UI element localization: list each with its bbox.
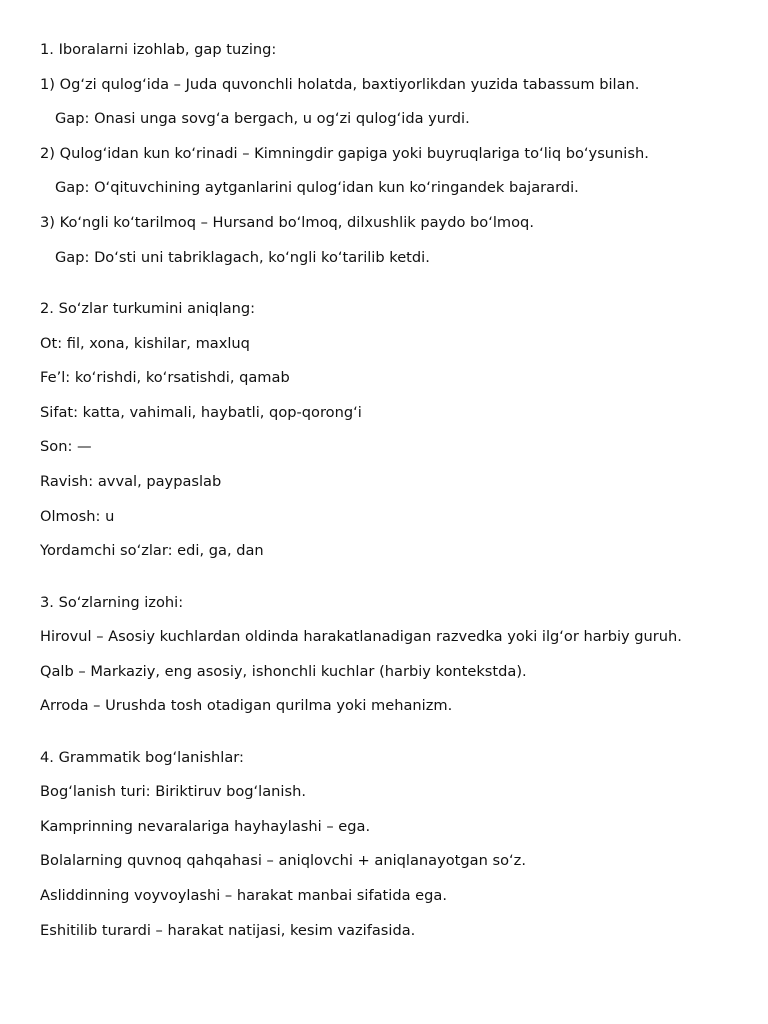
- word-meaning-item: Qalb – Markaziy, eng asosiy, ishonchli kuchlar (harbiy kontekstda).: [40, 662, 527, 680]
- idiom-definition: 3) Ko‘ngli ko‘tarilmoq – Hursand bo‘lmoq, dilxushlik paydo bo‘lmoq.: [40, 213, 534, 231]
- section-heading: 1. Iboralarni izohlab, gap tuzing:: [40, 41, 277, 58]
- word-meaning-item: Hirovul – Asosiy kuchlardan oldinda harakatlanadigan razvedka yoki ilg‘or harbiy guruh.: [40, 628, 682, 646]
- word-class-item: Sifat: katta, vahimali, haybatli, qop-qorong‘i: [40, 403, 362, 421]
- word-class-item: Yordamchi so‘zlar: edi, ga, dan: [40, 542, 264, 560]
- word-class-item: Son: —: [40, 438, 92, 456]
- idiom-definition: 1) Og‘zi qulog‘ida – Juda quvonchli holatda, baxtiyorlikdan yuzida tabassum bilan.: [40, 75, 640, 93]
- word-meaning-item: Arroda – Urushda tosh otadigan qurilma yoki mehanizm.: [40, 697, 453, 715]
- grammar-link-item: Bolalarning quvnoq qahqahasi – aniqlovchi + aniqlanayotgan so‘z.: [40, 852, 526, 870]
- idiom-definition: 2) Qulog‘idan kun ko‘rinadi – Kimningdir gapiga yoki buyruqlariga to‘liq bo‘ysunish.: [40, 144, 649, 162]
- section-idioms: [40, 40, 752, 282]
- word-class-item: Olmosh: u: [40, 507, 115, 525]
- section-word-meanings: [40, 593, 752, 731]
- section-heading: 3. So‘zlarning izohi:: [40, 593, 184, 611]
- document-page: [40, 40, 752, 955]
- grammar-link-item: Eshitilib turardi – harakat natijasi, kesim vazifasida.: [40, 921, 416, 939]
- grammar-link-item: Bog‘lanish turi: Biriktiruv bog‘lanish.: [40, 783, 306, 801]
- section-grammar-links: [40, 748, 752, 956]
- example-sentence: Gap: Do‘sti uni tabriklagach, ko‘ngli ko‘tarilib ketdi.: [55, 248, 430, 266]
- word-class-item: Fe’l: ko‘rishdi, ko‘rsatishdi, qamab: [40, 369, 290, 387]
- word-class-item: Ravish: avval, paypaslab: [40, 472, 222, 490]
- example-sentence: Gap: Onasi unga sovg‘a bergach, u og‘zi qulog‘ida yurdi.: [55, 110, 470, 128]
- word-class-item: Ot: fil, xona, kishilar, maxluq: [40, 334, 250, 352]
- grammar-link-item: Kamprinning nevaralariga hayhaylashi – ega.: [40, 817, 371, 835]
- example-sentence: Gap: O‘qituvchining aytganlarini qulog‘idan kun ko‘ringandek bajarardi.: [55, 179, 579, 197]
- grammar-link-item: Asliddinning voyvoylashi – harakat manbai sifatida ega.: [40, 887, 447, 905]
- section-heading: 2. So‘zlar turkumini aniqlang:: [40, 299, 256, 317]
- section-word-classes: [40, 299, 752, 576]
- section-heading: 4. Grammatik bog‘lanishlar:: [40, 748, 244, 766]
